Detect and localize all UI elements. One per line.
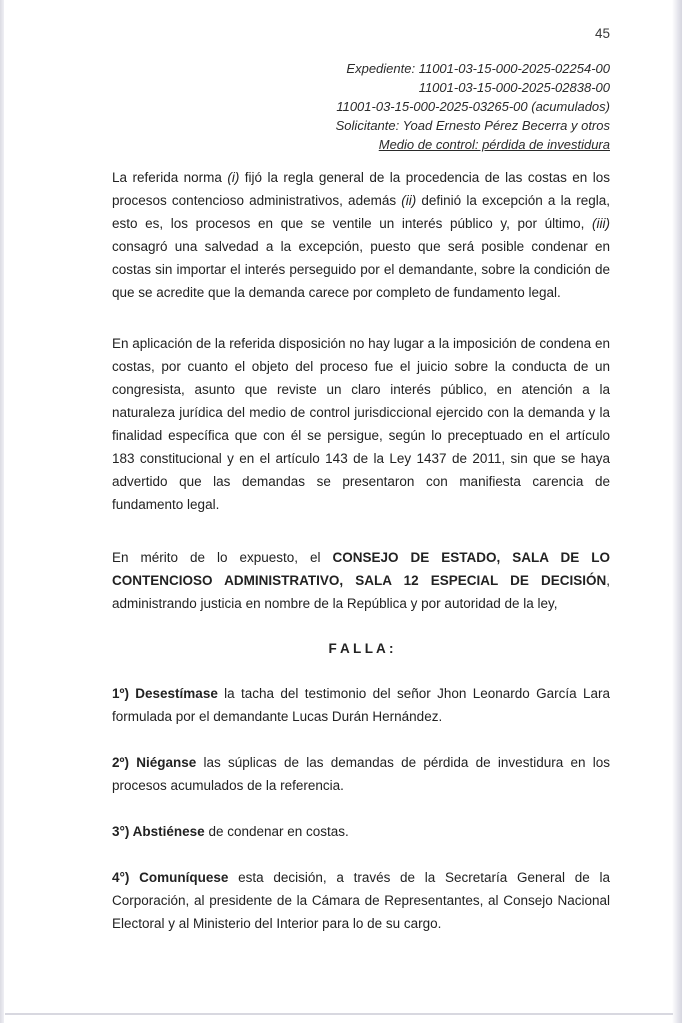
- ruling-2-lead: 2º) Niéganse: [112, 755, 197, 770]
- italic-numeral-ii: (ii): [401, 193, 417, 208]
- text-run: de condenar en costas.: [204, 824, 349, 839]
- text-run: La referida norma: [112, 170, 228, 185]
- expediente-line-2: 11001-03-15-000-2025-02838-00: [418, 80, 610, 95]
- text-run: En mérito de lo expuesto, el: [112, 550, 333, 565]
- case-header: [112, 59, 610, 154]
- ruling-3: [112, 820, 610, 843]
- text-run: consagró una salvedad a la excepción, puesto que será posible condenar en costas sin importar el interés perseguido por el demandante, sobre la condición de que se acredite que la demanda carece por completo de fundamento legal.: [112, 239, 610, 300]
- ruling-3-lead: 3°) Abstiénese: [112, 824, 205, 839]
- paragraph-en-merito: [112, 546, 610, 615]
- expediente-line-3: 11001-03-15-000-2025-03265-00 (acumulados): [336, 99, 610, 114]
- expediente-line-1: Expediente: 11001-03-15-000-2025-02254-00: [346, 61, 610, 76]
- medio-de-control-line: Medio de control: pérdida de investidura: [378, 137, 610, 152]
- ruling-2: [112, 751, 610, 797]
- ruling-1-lead: 1º) Desestímase: [112, 686, 218, 701]
- italic-numeral-iii: (iii): [592, 216, 610, 231]
- paragraph-no-condena: En aplicación de la referida disposición no hay lugar a la imposición de condena en costas, por cuanto el objeto del proceso fue el juicio sobre la conducta de un congresista, asunto que reviste un claro interés público, en atención a la naturaleza jurídica del medio de control jurisdiccional ejercido con la demanda y la finalidad específica que con él se persigue, según lo preceptuado en el artículo 183 constitucional y en el artículo 143 de la Ley 1437 de 2011, sin que se haya advertido que las demandas se presentaron con manifiesta carencia de fundamento legal.: [112, 336, 610, 512]
- page-bottom-divider: [5, 1013, 673, 1015]
- page-content: [112, 0, 610, 935]
- court-name-bold: CONSEJO DE ESTADO, SALA DE LO CONTENCIOSO ADMINISTRATIVO, SALA 12 ESPECIAL DE DECISIÓN: [112, 550, 610, 588]
- ruling-1: [112, 682, 610, 728]
- ruling-4: [112, 866, 610, 935]
- text-run: , administrando justicia en nombre de la República y por autoridad de la ley,: [112, 573, 610, 611]
- page-left-edge: [0, 0, 4, 1023]
- text-run: fijó la regla general de la procedencia de las costas en los procesos contencioso administrativos, además: [112, 170, 611, 208]
- text-run: las súplicas de las demandas de pérdida de investidura en los procesos acumulados de la referencia.: [112, 755, 610, 793]
- ruling-4-lead: 4°) Comuníquese: [112, 870, 229, 885]
- italic-numeral-i: (i): [227, 170, 240, 185]
- text-run: la tacha del testimonio del señor Jhon Leonardo García Lara formulada por el demandante Lucas Durán Hernández.: [112, 686, 610, 724]
- text-run: definió la excepción a la regla, esto es, los procesos en que se ventile un interés público y, por último,: [112, 193, 610, 231]
- paragraph-regla-costas: [112, 166, 610, 304]
- text-run: esta decisión, a través de la Secretaría General de la Corporación, al presidente de la Cámara de Representantes, al Consejo Nacional Electoral y al Ministerio del Interior para lo de su cargo.: [112, 870, 610, 931]
- page-number: 45: [594, 26, 610, 41]
- solicitante-line: Solicitante: Yoad Ernesto Pérez Becerra y otros: [335, 118, 610, 133]
- page-right-edge: [672, 0, 682, 1023]
- falla-heading: F A L L A :: [328, 641, 394, 656]
